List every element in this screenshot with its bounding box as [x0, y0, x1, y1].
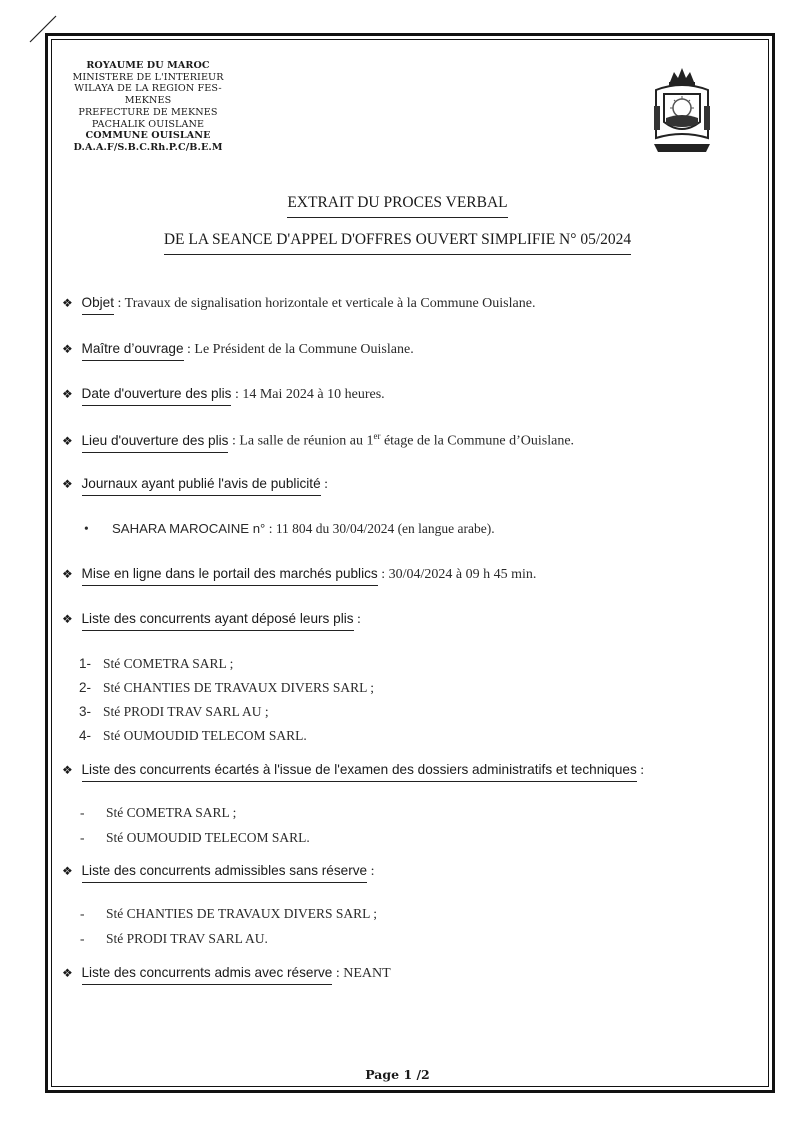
letterhead-line: WILAYA DE LA REGION FES-MEKNES: [74, 83, 222, 107]
section-label: Maître d’ouvrage: [82, 341, 184, 361]
section-value: : NEANT: [332, 966, 391, 981]
section-label: Date d'ouverture des plis: [82, 386, 232, 406]
list-item: [80, 931, 268, 947]
section-label: Liste des concurrents ayant déposé leurs plis: [82, 611, 354, 631]
letterhead-line: MINISTERE DE L'INTERIEUR: [72, 71, 224, 83]
journal-name: SAHARA MAROCAINE n°: [112, 521, 266, 536]
section-maitre-ouvrage: [62, 341, 414, 358]
section-label: Journaux ayant publié l'avis de publicité: [82, 476, 321, 496]
letterhead-line: COMMUNE OUISLANE: [85, 130, 211, 142]
list-text: Sté PRODI TRAV SARL AU ;: [103, 704, 269, 719]
section-value: : La salle de réunion au 1: [228, 433, 374, 449]
diamond-bullet-icon: ❖: [62, 477, 73, 491]
list-text: Sté COMETRA SARL ;: [106, 805, 237, 820]
list-item: [79, 656, 233, 672]
section-value: :: [367, 864, 375, 879]
journal-entry: [84, 521, 495, 537]
list-text: Sté OUMOUDID TELECOM SARL.: [103, 728, 307, 743]
section-liste-admissibles: [62, 863, 375, 880]
section-value: : 30/04/2024 à 09 h 45 min.: [377, 567, 537, 582]
list-item: [80, 830, 310, 846]
diamond-bullet-icon: ❖: [62, 966, 73, 980]
diamond-bullet-icon: ❖: [62, 864, 73, 878]
diamond-bullet-icon: ❖: [62, 763, 73, 777]
journal-value: : 11 804 du 30/04/2024 (en langue arabe).: [265, 521, 495, 536]
section-value: : Travaux de signalisation horizontale et verticale à la Commune Ouislane.: [114, 296, 536, 311]
list-item: [80, 906, 377, 922]
list-number: 3-: [79, 704, 92, 719]
list-dash: -: [80, 805, 85, 820]
bullet-icon: •: [84, 521, 89, 536]
section-mise-en-ligne: [62, 566, 536, 583]
list-dash: -: [80, 931, 85, 946]
coat-of-arms-icon: [650, 60, 714, 156]
section-date-ouverture: [62, 386, 385, 403]
list-text: Sté CHANTIES DE TRAVAUX DIVERS SARL ;: [103, 680, 375, 695]
section-label: Objet: [82, 295, 115, 315]
section-label: Liste des concurrents admis avec réserve: [82, 965, 333, 985]
list-text: Sté PRODI TRAV SARL AU.: [106, 931, 268, 946]
section-value: :: [320, 477, 329, 492]
section-liste-deposes: [62, 611, 361, 628]
section-value: : 14 Mai 2024 à 10 heures.: [231, 387, 385, 402]
title-line-2: DE LA SEANCE D'APPEL D'OFFRES OUVERT SIMPLIFIE N° 05/2024: [164, 231, 631, 255]
diamond-bullet-icon: ❖: [62, 433, 73, 448]
list-number: 1-: [79, 656, 92, 671]
section-journaux: [62, 476, 328, 493]
page-number: Page 1 /2: [365, 1067, 430, 1082]
section-value: :: [636, 763, 645, 778]
section-label: Lieu d'ouverture des plis: [82, 433, 229, 453]
list-text: Sté COMETRA SARL ;: [103, 656, 234, 671]
diamond-bullet-icon: ❖: [62, 387, 73, 401]
section-value: : Le Président de la Commune Ouislane.: [183, 342, 414, 357]
section-objet: [62, 295, 535, 312]
section-lieu-ouverture: [62, 431, 574, 450]
title-line-1: EXTRAIT DU PROCES VERBAL: [287, 194, 507, 218]
section-label: Liste des concurrents admissibles sans réserve: [82, 863, 368, 883]
section-label: Mise en ligne dans le portail des marchés publics: [82, 566, 378, 586]
list-item: [80, 805, 236, 821]
diamond-bullet-icon: ❖: [62, 567, 73, 581]
section-liste-admis: [62, 965, 391, 982]
diamond-bullet-icon: ❖: [62, 612, 73, 626]
section-liste-ecartes: [62, 762, 644, 779]
section-value: étage de la Commune d’Ouislane.: [380, 433, 575, 449]
list-number: 4-: [79, 728, 92, 743]
letterhead-line: PACHALIK OUISLANE: [91, 118, 205, 130]
letterhead-line: D.A.A.F/S.B.C.Rh.P.C/B.E.M: [73, 141, 223, 153]
letterhead-line: PREFECTURE DE MEKNES: [78, 106, 218, 118]
list-item: [79, 728, 307, 744]
list-item: [79, 704, 269, 720]
document-title: [0, 194, 795, 218]
letterhead-line: ROYAUME DU MAROC: [86, 60, 210, 71]
diamond-bullet-icon: ❖: [62, 342, 73, 356]
list-text: Sté CHANTIES DE TRAVAUX DIVERS SARL ;: [106, 906, 378, 921]
list-dash: -: [80, 830, 85, 845]
document-subtitle: [0, 231, 795, 255]
letterhead: [58, 60, 238, 154]
list-text: Sté OUMOUDID TELECOM SARL.: [106, 830, 310, 845]
list-dash: -: [80, 906, 85, 921]
diamond-bullet-icon: ❖: [62, 296, 73, 310]
section-value: :: [353, 612, 361, 627]
section-value-sup: er: [373, 431, 381, 441]
list-number: 2-: [79, 680, 92, 695]
list-item: [79, 680, 374, 696]
section-label: Liste des concurrents écartés à l'issue de l'examen des dossiers administratifs et techniques: [82, 762, 637, 782]
